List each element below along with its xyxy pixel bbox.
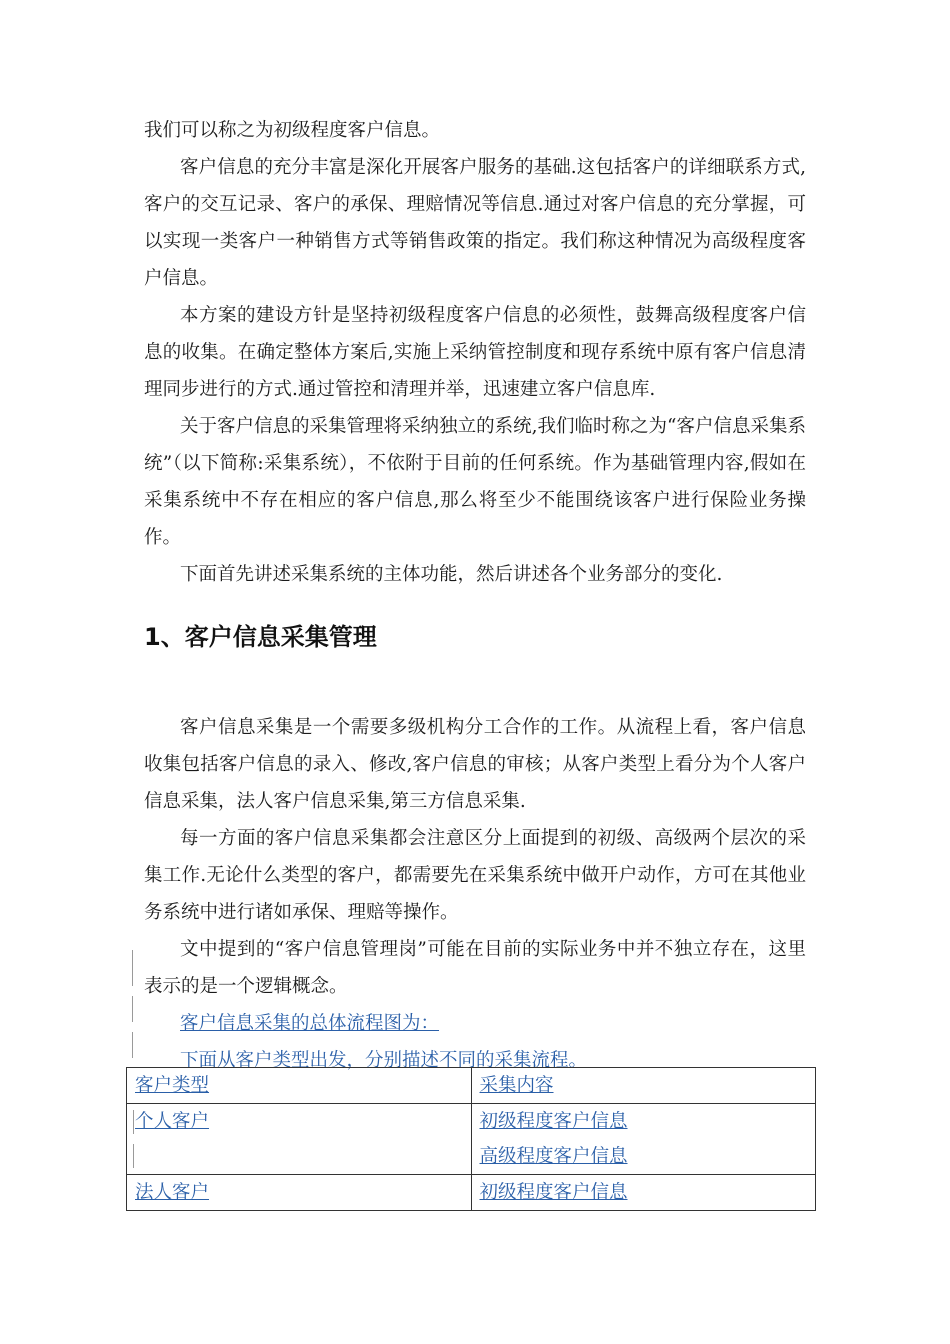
cell-basic-info[interactable]: 初级程度客户信息 — [479, 1111, 628, 1132]
paragraph-collection-system: 关于客户信息的采集管理将采纳独立的系统,我们临时称之为“客户信息采集系统”（以下简称:采集系统），不依附于目前的任何系统。作为基础管理内容,假如在采集系统中不存在相应的客户信息,那么将至少不能围绕该客户进行保险业务操作。 — [144, 416, 806, 548]
cell-corporate-customer[interactable]: 法人客户 — [135, 1182, 210, 1203]
paragraph-rich-info: 客户信息的充分丰富是深化开展客户服务的基础.这包括客户的详细联系方式,客户的交互记录、客户的承保、理赔情况等信息.通过对客户信息的充分掌握，可以实现一类客户一种销售方式等销售政策的指定。我们称这种情况为高级程度客户信息。 — [144, 157, 806, 289]
table-row — [127, 1104, 816, 1175]
paragraph-levels: 每一方面的客户信息采集都会注意区分上面提到的初级、高级两个层次的采集工作.无论什么类型的客户，都需要先在采集系统中做开户动作，方可在其他业务系统中进行诸如承保、理赔等操作。 — [144, 828, 806, 923]
revision-bar — [132, 950, 133, 986]
table-cell — [471, 1175, 816, 1211]
table-header-cell — [471, 1068, 816, 1104]
paragraph-policy: 本方案的建设方针是坚持初级程度客户信息的必须性，鼓舞高级程度客户信息的收集。在确定整体方案后,实施上采纳管控制度和现存系统中原有客户信息清理同步进行的方式.通过管控和清理并举，迅速建立客户信息库. — [144, 305, 806, 400]
table-header-row — [127, 1068, 816, 1104]
document-page — [144, 112, 806, 1079]
paragraph-outline: 下面首先讲述采集系统的主体功能，然后讲述各个业务部分的变化. — [180, 564, 723, 585]
cell-individual-customer[interactable]: 个人客户 — [135, 1111, 210, 1132]
paragraph-logical-concept: 文中提到的“客户信息管理岗”可能在目前的实际业务中并不独立存在，这里表示的是一个逻辑概念。 — [144, 939, 806, 997]
table-cell — [471, 1104, 816, 1175]
revision-bar — [133, 1110, 134, 1134]
paragraph-collection-work: 客户信息采集是一个需要多级机构分工合作的工作。从流程上看，客户信息收集包括客户信息的录入、修改,客户信息的审核；从客户类型上看分为个人客户信息采集，法人客户信息采集,第三方信息采集. — [144, 717, 806, 812]
table-header-cell — [127, 1068, 472, 1104]
link-overall-flow[interactable]: 客户信息采集的总体流程图为： — [180, 1013, 440, 1034]
table-row — [127, 1175, 816, 1211]
cell-basic-info[interactable]: 初级程度客户信息 — [479, 1182, 628, 1203]
revision-bar — [133, 1144, 134, 1168]
customer-type-table — [126, 1067, 816, 1211]
revision-bar — [132, 1032, 133, 1058]
cell-advanced-info[interactable]: 高级程度客户信息 — [479, 1146, 628, 1167]
header-customer-type[interactable]: 客户类型 — [135, 1075, 210, 1096]
table-cell — [127, 1175, 472, 1211]
section-heading: 1、客户信息采集管理 — [144, 623, 377, 651]
paragraph-intro-tail: 我们可以称之为初级程度客户信息。 — [144, 120, 441, 141]
link-by-customer-type[interactable]: 下面从客户类型出发，分别描述不同的采集流程。 — [180, 1050, 588, 1071]
table-cell — [127, 1104, 472, 1175]
header-collection-content[interactable]: 采集内容 — [479, 1075, 554, 1096]
revision-bar — [132, 996, 133, 1022]
